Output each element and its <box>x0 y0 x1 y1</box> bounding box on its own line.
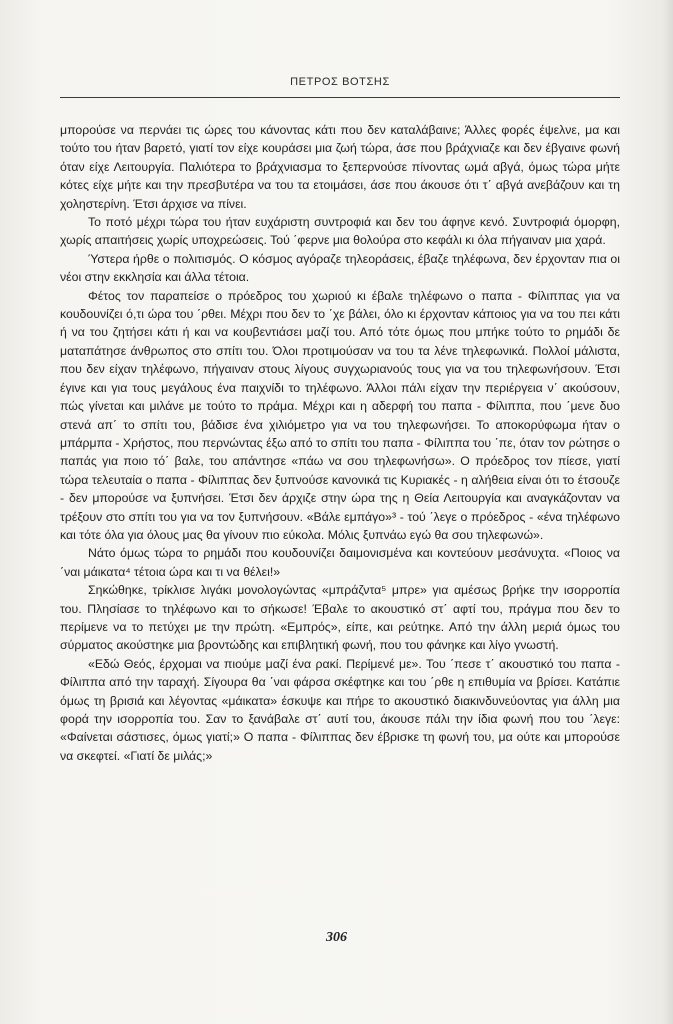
header-rule <box>60 97 620 98</box>
binding-shadow <box>663 0 673 1024</box>
paragraph: Σηκώθηκε, τρίκλισε λιγάκι μονολογώντας «μπράζντα⁵ μπρε» για αμέσως βρήκε την ισορροπία του. Πλησίασε το τηλέφωνο και το σήκωσε! Έβαλε το ακουστικό στ΄ αφτί του, πράγμα που δεν το περίμενε να το πετύχει με την πρώτη. «Εμπρός», είπε, και ρεύτηκε. Από την άλλη μεριά όμως του σύρματος ακούστηκε μια βροντώδης και επιβλητική φωνή, που του φάνηκε και λίγο γνωστή. <box>60 583 620 653</box>
page-number: 306 <box>326 930 347 945</box>
paragraph: «Εδώ Θεός, έρχομαι να πιούμε μαζί ένα ρακί. Περίμενέ με». Του ΄πεσε τ΄ ακουστικό του παπα - Φίλιππα από την ταραχή. Σίγουρα θα ΄ναι φάρσα σκέφτηκε και του ΄ρθε η επιθυμία να βρίσει. Κατάπιε όμως τη βρισιά και λέγοντας «μάικατα» έσκυψε και πήρε το ακουστικό διακινδυνεύοντας για άλλη μια φορά την ισορροπία του. Σαν το ξανάβαλε στ΄ αυτί του, άκουσε πάλι την ίδια φωνή που του ΄λεγε: «Φαίνεται σάστισες, όμως γιατί;» Ο παπα - Φίλιππας δεν έβρισκε τη φωνή του, μα ούτε και μπορούσε να σκεφτεί. «Γιατί δε μιλάς;» <box>60 656 620 763</box>
body-text <box>60 121 620 765</box>
paragraph: Ύστερα ήρθε ο πολιτισμός. Ο κόσμος αγόραζε τηλεοράσεις, έβαζε τηλέφωνα, δεν έρχονταν πια οι νέοι στην εκκλησία και άλλα τέτοια. <box>60 251 620 285</box>
paragraph: μπορούσε να περνάει τις ώρες του κάνοντας κάτι που δεν καταλάβαινε; Άλλες φορές έψελνε, μα και τούτο του ήταν βαρετό, γιατί τον είχε κουράσει μια ζωή τώρα, άσε που βράχνιαζε και δεν έβγαινε φωνή όταν είχε Λειτουργία. Παλιότερα το βράχνιασμα το ξεπερνούσε πίνοντας ωμά αβγά, όμως τώρα μήτε κότες είχε μήτε και την πρεσβυτέρα να του τα ετοιμάσει, άσε που άκουσε ότι τ΄ αβγά ανεβάζουν και τη χοληστερίνη. Έτσι άρχισε να πίνει. <box>60 123 620 211</box>
paragraph: Το ποτό μέχρι τώρα του ήταν ευχάριστη συντροφιά και δεν του άφηνε κενό. Συντροφιά όμορφη, χωρίς απαιτήσεις χωρίς υποχρεώσεις. Τού ΄φερνε μια θολούρα στο κεφάλι κι όλα πήγαιναν μια χαρά. <box>60 215 620 248</box>
paragraph: Νάτο όμως τώρα το ρημάδι που κουδουνίζει δαιμονισμένα και κοντεύουν μεσάνυχτα. «Ποιος να ΄ναι μάικατα⁴ τέτοια ώρα και τι να θέλει!» <box>60 546 620 579</box>
paragraph: Φέτος τον παραπείσε ο πρόεδρος του χωριού κι έβαλε τηλέφωνο ο παπα - Φίλιππας για να κουδουνίζει ό,τι ώρα του ΄ρθει. Μέχρι που δεν το ΄χε βάλει, όλο κι έρχονταν κάποιος για να του πει κάτι ή να του ζητήσει κάτι ή και να κουβεντιάσει μαζί του. Από τότε όμως που μπήκε τούτο το ρημάδι δε ματαπάτησε άνθρωπος στο σπίτι του. Όλοι προτιμούσαν να του τα λένε τηλεφωνικά. Πολλοί μάλιστα, που δεν είχαν τηλέφωνο, πήγαιναν στους λίγους συγχωριανούς τους για να του τηλεφωνήσουν. Έτσι έγινε και για τους μεγάλους ένα παιχνίδι το τηλέφωνο. Άλλοι πάλι είχαν την περιέργεια ν΄ ακούσουν, πώς γίνεται και μιλάνε με τούτο το πράμα. Μέχρι και η αδερφή του παπα - Φίλιππα, που ΄μενε δυο στενά απ΄ το σπίτι του, βάδισε ένα χιλιόμετρο για να του τηλεφωνήσει. Το αποκορύφωμα ήταν ο μπάρμπα - Χρήστος, που περνώντας έξω από το σπίτι του παπα - Φίλιππα του ΄πε, όταν τον ρώτησε ο παπάς για ποιο τό΄ βαλε, του απάντησε «πάω να σου τηλεφωνήσω». Ο πρόεδρος τον πίεσε, γιατί τώρα τελευταία ο παπα - Φίλιππας δεν ξυπνούσε κανονικά τις Κυριακές - η αλήθεια είναι ότι το έτσουζε - δεν μπορούσε να ξυπνήσει. Έτσι δεν άρχιζε στην ώρα της η Θεία Λειτουργία και αναγκάζονταν να τρέξουν στο σπίτι του για να τον ξυπνήσουν. «Βάλε εμπάγο»³ - τού ΄λεγε ο πρόεδρος - «ένα τηλέφωνο και τότε όλα για όλους μας θα γίνουν πιο εύκολα. Μόλις ξυπνάω εγώ θα σου τηλεφωνώ». <box>60 288 621 542</box>
running-header: ΠΕΤΡΟΣ ΒΟΤΣΗΣ <box>290 76 390 88</box>
